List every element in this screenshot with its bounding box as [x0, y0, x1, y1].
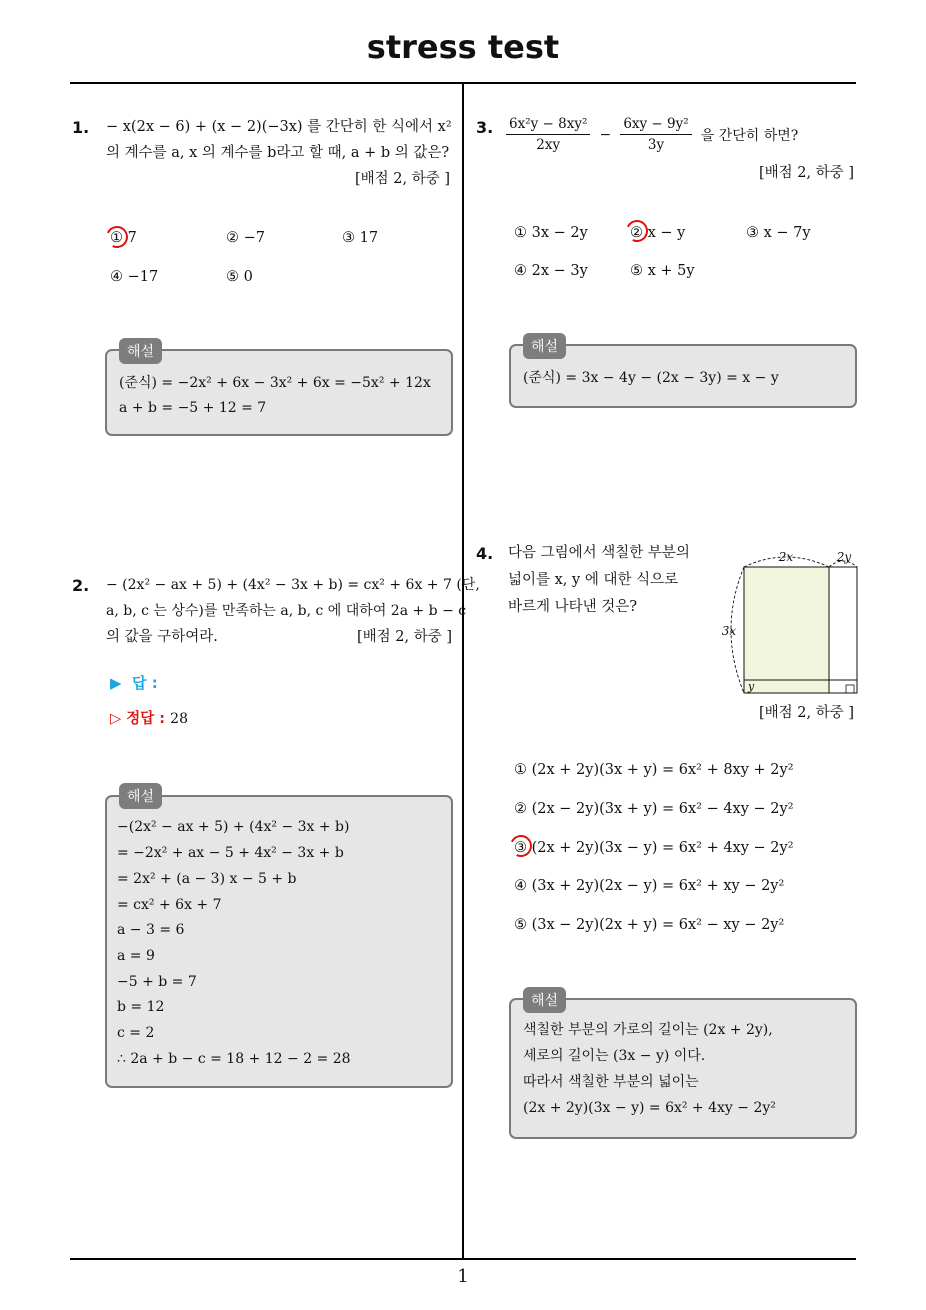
- option-1[interactable]: ① (2x + 2y)(3x + y) = 6x² + 8xy + 2y²: [514, 762, 794, 778]
- option-5[interactable]: ⑤ 0: [226, 269, 253, 285]
- option-3[interactable]: ③ 17: [342, 230, 379, 246]
- minus-sign: −: [599, 126, 612, 143]
- question-text-line: 의 계수를 a, x 의 계수를 b라고 할 때, a + b 의 값은?: [106, 145, 450, 161]
- question-text-line: − (2x² − ax + 5) + (4x² − 3x + b) = cx² + 6x + 7 (단,: [106, 577, 480, 593]
- label-3x: 3x: [721, 624, 737, 638]
- score-info: [배점 2, 하중 ]: [354, 171, 450, 187]
- correct-answer-value: 28: [170, 711, 188, 727]
- solution-line: 색칠한 부분의 가로의 길이는 (2x + 2y),: [523, 1022, 773, 1038]
- fraction-numerator: 6xy − 9y²: [620, 116, 691, 135]
- fraction-1: [506, 116, 590, 153]
- question-text-line: a, b, c 는 상수)를 만족하는 a, b, c 에 대하여 2a + b − c: [106, 603, 467, 619]
- solution-tag: 해설: [119, 338, 162, 364]
- option-3[interactable]: ③ (2x + 2y)(3x − y) = 6x² + 4xy − 2y²: [514, 840, 794, 856]
- solution-line: b = 12: [117, 999, 165, 1015]
- option-5[interactable]: ⑤ x + 5y: [630, 263, 695, 279]
- solution-line: −(2x² − ax + 5) + (4x² − 3x + b): [117, 819, 350, 835]
- option-4[interactable]: ④ (3x + 2y)(2x − y) = 6x² + xy − 2y²: [514, 878, 785, 894]
- label-2x: 2x: [778, 550, 794, 564]
- label-y: y: [748, 680, 755, 693]
- solution-line: −5 + b = 7: [117, 974, 197, 990]
- footer-rule: [70, 1258, 856, 1260]
- question-text-line: 의 값을 구하여라.: [106, 629, 218, 645]
- question-expression: [506, 116, 798, 153]
- question-text-line: 넓이를 x, y 에 대한 식으로: [508, 572, 679, 588]
- correct-answer-label: ▷ 정답 :: [110, 711, 166, 727]
- question-number: 4.: [476, 544, 494, 563]
- area-figure: [712, 545, 862, 700]
- correct-answer: [110, 707, 188, 728]
- option-4[interactable]: ④ −17: [110, 269, 159, 285]
- option-1[interactable]: ① 3x − 2y: [514, 225, 588, 241]
- page-title: stress test: [366, 28, 560, 66]
- solution-line: 세로의 길이는 (3x − y) 이다.: [523, 1048, 706, 1064]
- answer-circle-mark: [103, 223, 131, 251]
- solution-line: = 2x² + (a − 3) x − 5 + b: [117, 871, 297, 887]
- option-5[interactable]: ⑤ (3x − 2y)(2x + y) = 6x² − xy − 2y²: [514, 917, 785, 933]
- question-text-line: − x(2x − 6) + (x − 2)(−3x) 를 간단히 한 식에서 x²: [106, 119, 452, 135]
- question-number: 1.: [72, 118, 90, 137]
- solution-tag: 해설: [119, 783, 162, 809]
- solution-line: 따라서 색칠한 부분의 넓이는: [523, 1074, 699, 1090]
- solution-box: [105, 795, 453, 1088]
- solution-tag: 해설: [523, 333, 566, 359]
- question-number: 2.: [72, 576, 90, 595]
- page-number: 1: [457, 1266, 469, 1287]
- option-2[interactable]: ② −7: [226, 230, 265, 246]
- score-info: [배점 2, 하중 ]: [356, 629, 452, 645]
- question-text-line: 바르게 나타낸 것은?: [508, 599, 638, 615]
- fraction-numerator: 6x²y − 8xy²: [506, 116, 590, 135]
- solution-line: a + b = −5 + 12 = 7: [119, 400, 267, 416]
- question-text-line: 다음 그림에서 색칠한 부분의: [508, 545, 690, 561]
- score-info: [배점 2, 하중 ]: [758, 165, 854, 181]
- question-text-tail: 을 간단히 하면?: [700, 127, 799, 144]
- fraction-denominator: 3y: [647, 137, 665, 153]
- shaded-region: [744, 567, 829, 693]
- score-info: [배점 2, 하중 ]: [758, 705, 854, 721]
- option-2[interactable]: ② x − y: [630, 225, 686, 241]
- solution-line: ∴ 2a + b − c = 18 + 12 − 2 = 28: [117, 1051, 351, 1067]
- solution-line: (준식) = −2x² + 6x − 3x² + 6x = −5x² + 12x: [119, 375, 431, 391]
- solution-box: [509, 998, 857, 1139]
- solution-line: a − 3 = 6: [117, 922, 185, 938]
- right-angle-mark: [846, 685, 854, 693]
- solution-line: a = 9: [117, 948, 155, 964]
- option-4[interactable]: ④ 2x − 3y: [514, 263, 588, 279]
- option-1[interactable]: ① 7: [110, 230, 137, 246]
- solution-line: (준식) = 3x − 4y − (2x − 3y) = x − y: [523, 370, 779, 386]
- solution-tag: 해설: [523, 987, 566, 1013]
- option-2[interactable]: ② (2x − 2y)(3x + y) = 6x² − 4xy − 2y²: [514, 801, 794, 817]
- label-2y: 2y: [836, 550, 852, 564]
- fraction-2: [620, 116, 691, 153]
- answer-label: ▶ 답 :: [110, 674, 158, 692]
- column-divider: [462, 83, 464, 1259]
- fraction-denominator: 2xy: [536, 137, 561, 153]
- solution-line: (2x + 2y)(3x − y) = 6x² + 4xy − 2y²: [523, 1100, 776, 1116]
- solution-line: = cx² + 6x + 7: [117, 897, 222, 913]
- question-number: 3.: [476, 118, 494, 137]
- solution-line: c = 2: [117, 1025, 155, 1041]
- solution-line: = −2x² + ax − 5 + 4x² − 3x + b: [117, 845, 344, 861]
- option-3[interactable]: ③ x − 7y: [746, 225, 811, 241]
